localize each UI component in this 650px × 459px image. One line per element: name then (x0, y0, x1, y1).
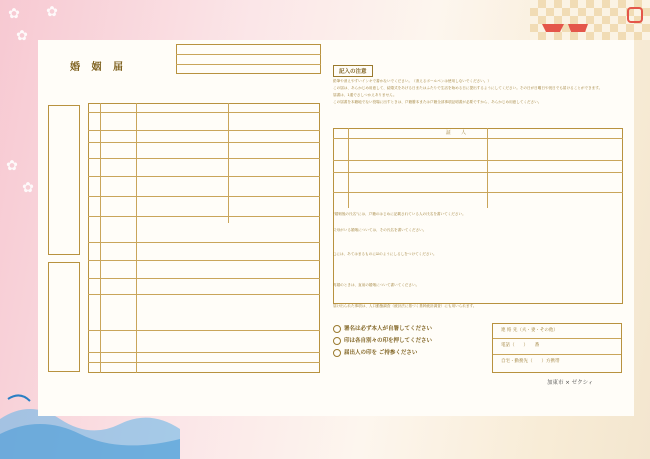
sake-cup-icon (530, 2, 645, 42)
circle-icon (333, 325, 341, 333)
note-text: この届書を本籍地でない役場に出すときは、戸籍謄本または戸籍全部事項証明書が必要ですから、あらかじめ用意してください。 (333, 100, 542, 104)
circle-icon (333, 337, 341, 345)
sakura-icon: ✿ (8, 6, 20, 22)
witness-header: 証 人 (446, 130, 467, 136)
form-title: 婚 姻 届 (70, 62, 127, 73)
contact-phone: 電話（ ） 番 (501, 343, 540, 348)
office-record-box (176, 44, 321, 74)
contact-label: 連 絡 先（夫・妻・その他） (501, 328, 558, 333)
sakura-icon: ✿ (46, 4, 58, 20)
receipt-stamp-box (48, 105, 80, 255)
note-text: 鉛筆や消えやすいインキで書かないでください。（消えるボールペンは使用しないでください。） (333, 79, 492, 83)
statistics-box (48, 262, 80, 372)
reminder-item: 印は各自別々の印を押してください (333, 336, 432, 345)
sakura-icon: ✿ (16, 28, 28, 44)
side-note: 届け出られた事項は、人口動態調査（統計法に基づく基幹統計調査）にも用いられます。 (333, 304, 477, 308)
contact-box[interactable] (492, 323, 622, 373)
reminder-item: 署名は必ず本人が自署してください (333, 324, 432, 333)
contact-workplace: 自宅・勤務先（ ）方携帯 (501, 359, 560, 364)
main-form-table[interactable] (88, 103, 320, 373)
sakura-icon: ✿ (6, 158, 18, 174)
notes-header: 記入の注意 (333, 65, 373, 77)
note-text: 届書は、1通でさしつかえありません。 (333, 93, 397, 97)
footer-logos: 加東市 × ゼクシィ (547, 380, 594, 386)
reminder-item: 届出人の印を ご持参ください (333, 348, 417, 357)
circle-icon (333, 349, 341, 357)
side-note: 再婚のときは、直前の婚姻について書いてください。 (333, 283, 420, 287)
note-text: この届は、あらかじめ用意して、結婚式をあげる日またはふたりで生活を始める日に提出するようにしてください。その日が日曜日や祝日でも届けることができます。 (333, 86, 603, 90)
side-note: "婚姻後の氏名"には、戸籍のはじめに記載されている人の氏名を書いてください。 (333, 212, 466, 216)
side-note: □には、あてはまるものに☑のようにしるしをつけてください。 (333, 252, 437, 256)
sakura-icon: ✿ (22, 180, 34, 196)
side-note: 父母がいる婚姻については、その氏名を書いてください。 (333, 228, 427, 232)
notes-section (333, 58, 623, 105)
